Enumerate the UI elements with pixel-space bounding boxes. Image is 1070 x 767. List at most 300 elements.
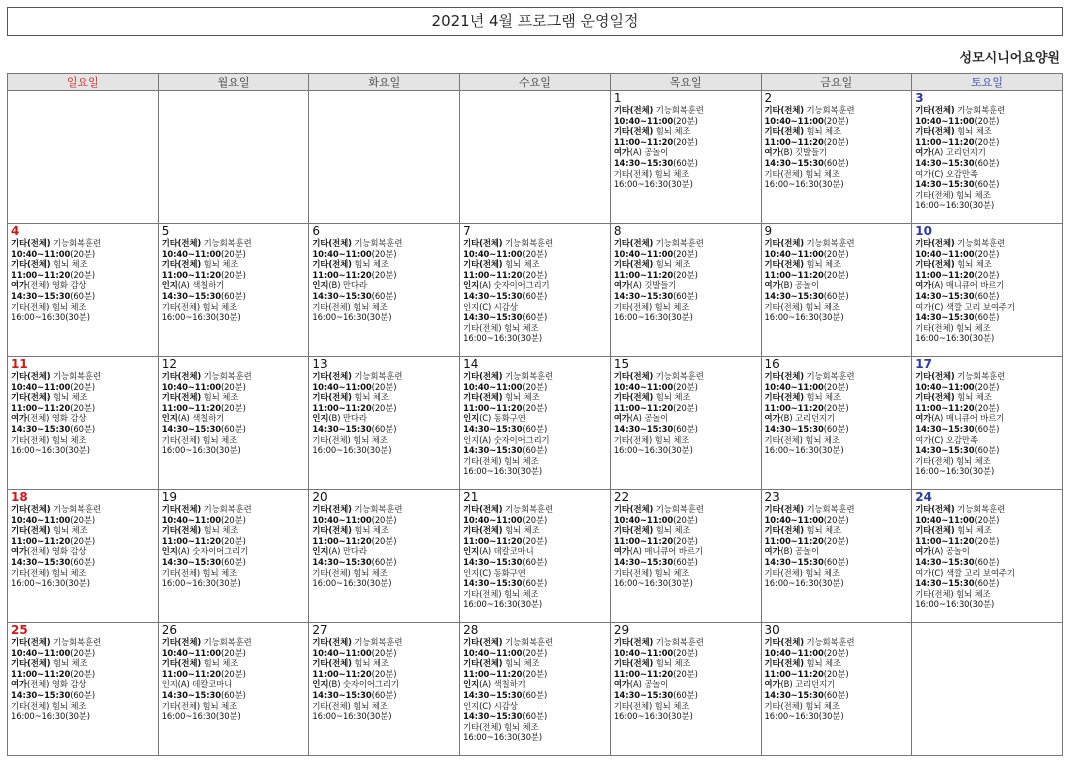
schedule-line-text: 16:00~16:30(30분) — [613, 578, 693, 589]
schedule-line — [11, 701, 156, 712]
schedule-line-text: 기타(전체) 힘뇌 체조 — [463, 455, 539, 466]
schedule-line-text: 기타(전체) 힘뇌 체조 — [11, 567, 87, 578]
schedule-line — [915, 249, 1060, 260]
schedule-line — [162, 435, 307, 446]
day-number: 21 — [463, 490, 479, 504]
schedule-line — [162, 413, 307, 424]
day-number: 28 — [463, 623, 479, 637]
schedule-line-strong: 여가 — [613, 679, 630, 690]
schedule-line-strong: 인지 — [161, 546, 178, 557]
schedule-line-text: (20분) — [974, 115, 1000, 126]
schedule-line-text: 기타(전체) 힘뇌 체조 — [915, 322, 991, 333]
schedule-line-strong: 10:40~11:00 — [915, 514, 975, 525]
schedule-line-strong: 기타(전체) — [161, 259, 202, 270]
schedule-line-text: 힘뇌 체조 — [351, 525, 389, 536]
schedule-line — [11, 302, 156, 313]
schedule-line-text: 기타(전체) 힘뇌 체조 — [764, 434, 840, 445]
schedule-line-strong: 10:40~11:00 — [764, 248, 824, 259]
schedule-line-text: 힘뇌 체조 — [201, 525, 239, 536]
schedule-line-text: 16:00~16:30(30분) — [11, 312, 90, 323]
schedule-line — [312, 525, 457, 536]
schedule-line-strong: 기타(전체) — [463, 259, 503, 270]
schedule-line-text: 인지(A) 숫자이어그리기 — [463, 434, 550, 445]
schedule-line — [11, 690, 156, 701]
schedule-line-strong: 기타(전체) — [764, 392, 804, 403]
weekday-header-row — [8, 74, 1063, 91]
calendar-week-row — [8, 623, 1063, 756]
schedule-line-strong: 10:40~11:00 — [915, 115, 975, 126]
schedule-line — [162, 648, 307, 659]
schedule-line — [614, 392, 759, 403]
schedule-line-text: (20분) — [823, 514, 849, 525]
schedule-line — [312, 302, 457, 313]
schedule-line — [463, 546, 608, 557]
day-cell — [158, 623, 309, 756]
schedule-line-text: (20분) — [522, 668, 548, 679]
schedule-line-strong: 14:30~15:30 — [764, 689, 824, 700]
schedule-line — [11, 371, 156, 382]
day-number: 6 — [312, 224, 321, 238]
schedule-line-text: 힘뇌 체조 — [201, 658, 239, 669]
schedule-line-strong: 기타(전체) — [463, 504, 503, 514]
schedule-line-text: (60분) — [673, 689, 698, 700]
day-number: 8 — [613, 224, 622, 238]
day-number: 27 — [312, 623, 328, 637]
schedule-line — [915, 200, 1060, 211]
schedule-line-strong: 여가 — [613, 147, 630, 158]
schedule-line-text: (60분) — [522, 711, 548, 722]
day-number: 13 — [312, 357, 328, 371]
schedule-line-text: 기타(전체) 힘뇌 체조 — [613, 700, 690, 711]
day-number: 29 — [613, 623, 630, 637]
schedule-line-text: 기타(전체) 힘뇌 체조 — [915, 588, 991, 599]
schedule-line-text: (20분) — [823, 535, 849, 546]
schedule-line-text: 힘뇌 체조 — [954, 259, 992, 270]
schedule-line — [915, 116, 1060, 127]
schedule-line-strong: 기타(전체) — [161, 525, 202, 536]
schedule-line-text: 16:00~16:30(30분) — [312, 312, 392, 323]
schedule-line-text: 16:00~16:30(30분) — [613, 179, 693, 190]
schedule-line-strong: 10:40~11:00 — [161, 381, 221, 392]
schedule-line-text: 16:00~16:30(30분) — [161, 312, 241, 323]
schedule-line — [312, 679, 457, 690]
schedule-line-strong: 기타(전체) — [11, 504, 51, 514]
schedule-line-strong: 인지 — [312, 679, 329, 690]
schedule-line — [915, 578, 1060, 589]
schedule-line-text: (20분) — [673, 269, 698, 280]
day-cell — [460, 490, 611, 623]
schedule-line — [765, 291, 910, 302]
schedule-line-strong: 11:00~11:20 — [764, 402, 824, 413]
schedule-line-strong: 14:30~15:30 — [764, 556, 824, 567]
schedule-line-text: (20분) — [673, 514, 698, 525]
day-cell — [158, 224, 309, 357]
calendar-week-row — [8, 490, 1063, 623]
day-number: 2 — [764, 91, 773, 105]
schedule-line — [463, 323, 608, 334]
schedule-line — [915, 371, 1060, 382]
schedule-line-text: (60분) — [673, 556, 698, 567]
schedule-line-text: 기타(전체) 힘뇌 체조 — [11, 301, 87, 312]
schedule-line — [463, 690, 608, 701]
schedule-line-text: 여가(C) 색깔 고리 보여주기 — [915, 567, 1015, 578]
schedule-line-text: (20분) — [220, 248, 246, 259]
schedule-line-strong: 10:40~11:00 — [613, 248, 674, 259]
schedule-line-strong: 기타(전체) — [613, 658, 654, 669]
schedule-line-text: (60분) — [70, 423, 96, 434]
schedule-line-text: 힘뇌 체조 — [502, 392, 540, 403]
schedule-line-text: 16:00~16:30(30분) — [11, 711, 90, 722]
schedule-line-text: 기타(전체) 힘뇌 체조 — [463, 588, 539, 599]
schedule-line — [312, 445, 457, 456]
schedule-line-strong: 14:30~15:30 — [11, 556, 71, 567]
schedule-line — [765, 568, 910, 579]
schedule-line — [11, 445, 156, 456]
schedule-line-text: 기타(전체) 힘뇌 체조 — [312, 567, 388, 578]
schedule-line — [765, 546, 910, 557]
schedule-line — [312, 312, 457, 323]
day-cell — [761, 224, 912, 357]
schedule-line-strong: 14:30~15:30 — [764, 290, 824, 301]
schedule-line-text: (20분) — [70, 668, 96, 679]
schedule-line — [614, 637, 759, 648]
schedule-line — [11, 270, 156, 281]
schedule-line-strong: 10:40~11:00 — [463, 248, 523, 259]
schedule-line — [765, 648, 910, 659]
schedule-line-text: 기능회복훈련 — [653, 637, 704, 647]
schedule-line — [614, 515, 759, 526]
schedule-line — [765, 669, 910, 680]
schedule-line — [463, 403, 608, 414]
schedule-line — [614, 658, 759, 669]
schedule-line — [765, 504, 910, 515]
schedule-line-text: 기능회복훈련 — [502, 504, 554, 514]
schedule-line-text: (20분) — [673, 668, 698, 679]
schedule-line-strong: 기타(전체) — [613, 371, 654, 381]
empty-day-cell — [8, 91, 159, 224]
schedule-line-strong: 10:40~11:00 — [312, 647, 372, 658]
schedule-line — [162, 504, 307, 515]
schedule-line-text: (60분) — [522, 312, 548, 323]
schedule-line — [765, 259, 910, 270]
day-cell — [8, 224, 159, 357]
schedule-line-text: 힘뇌 체조 — [954, 126, 992, 137]
schedule-line-strong: 기타(전체) — [312, 504, 352, 514]
schedule-line-text: (A) 색칠하기 — [177, 280, 225, 291]
schedule-line-strong: 14:30~15:30 — [463, 711, 523, 722]
schedule-line — [463, 599, 608, 610]
schedule-line-text: 기타(전체) 힘뇌 체조 — [764, 700, 840, 711]
schedule-line — [463, 413, 608, 424]
schedule-line-text: (B) 숫자이어그리기 — [328, 679, 399, 690]
schedule-line — [312, 546, 457, 557]
schedule-line — [915, 515, 1060, 526]
schedule-line-text: (20분) — [673, 647, 698, 658]
schedule-line-strong: 기타(전체) — [11, 658, 51, 669]
schedule-line-strong: 10:40~11:00 — [764, 647, 824, 658]
schedule-line-strong: 14:30~15:30 — [915, 312, 975, 323]
schedule-line-text: (20분) — [371, 514, 397, 525]
schedule-line — [463, 515, 608, 526]
schedule-line-text: 힘뇌 체조 — [50, 392, 88, 403]
schedule-line-text: 기능회복훈련 — [803, 371, 855, 381]
day-cell — [912, 91, 1063, 224]
schedule-line-strong: 11:00~11:20 — [11, 535, 71, 546]
weekday-header: 월요일 — [158, 74, 309, 91]
schedule-line-strong: 14:30~15:30 — [312, 290, 372, 301]
schedule-line-text: 기타(전체) 힘뇌 체조 — [463, 721, 539, 732]
schedule-line-text: 16:00~16:30(30분) — [463, 466, 543, 477]
schedule-line — [915, 259, 1060, 270]
schedule-line — [312, 637, 457, 648]
schedule-line-text: 기타(전체) 힘뇌 체조 — [613, 168, 690, 179]
schedule-line — [463, 280, 608, 291]
schedule-line-strong: 기타(전체) — [764, 525, 804, 536]
schedule-line — [915, 270, 1060, 281]
schedule-line-strong: 기타(전체) — [764, 658, 804, 669]
day-cell — [761, 91, 912, 224]
schedule-line-text: 16:00~16:30(30분) — [613, 312, 693, 323]
schedule-line — [614, 445, 759, 456]
schedule-line — [162, 578, 307, 589]
schedule-line-text: (B) 공놀이 — [780, 280, 820, 291]
schedule-line-text: (20분) — [823, 115, 849, 126]
schedule-line — [614, 116, 759, 127]
schedule-line — [463, 424, 608, 435]
schedule-line-text: (60분) — [974, 312, 1000, 323]
schedule-line-text: (20분) — [220, 269, 246, 280]
schedule-line — [11, 679, 156, 690]
schedule-line — [614, 669, 759, 680]
schedule-line — [463, 504, 608, 515]
schedule-line-text: 기능회복훈련 — [50, 371, 101, 381]
schedule-line-strong: 11:00~11:20 — [764, 269, 824, 280]
schedule-line — [614, 259, 759, 270]
schedule-line-strong: 기타(전체) — [312, 525, 352, 536]
schedule-line-text: (20분) — [220, 381, 246, 392]
schedule-line — [765, 280, 910, 291]
schedule-line-strong: 11:00~11:20 — [161, 402, 221, 413]
schedule-line — [765, 711, 910, 722]
schedule-line — [614, 280, 759, 291]
schedule-line — [11, 424, 156, 435]
schedule-line-text: 16:00~16:30(30분) — [463, 333, 543, 344]
schedule-line — [915, 392, 1060, 403]
schedule-line — [312, 536, 457, 547]
schedule-line — [614, 312, 759, 323]
schedule-line — [463, 270, 608, 281]
schedule-line-strong: 여가 — [613, 280, 630, 291]
schedule-line — [162, 546, 307, 557]
schedule-line — [463, 679, 608, 690]
schedule-line-strong: 기타(전체) — [764, 504, 804, 514]
schedule-line-text: 힘뇌 체조 — [653, 126, 691, 137]
schedule-line-strong: 기타(전체) — [11, 392, 51, 403]
schedule-line-strong: 기타(전체) — [463, 525, 503, 536]
schedule-line-strong: 11:00~11:20 — [764, 535, 824, 546]
schedule-line — [915, 557, 1060, 568]
schedule-line-strong: 14:30~15:30 — [915, 445, 975, 456]
schedule-line — [765, 302, 910, 313]
schedule-line — [312, 291, 457, 302]
schedule-line-text: (전체) 영화 감상 — [26, 280, 87, 291]
schedule-line-strong: 기타(전체) — [915, 392, 955, 403]
schedule-line-strong: 기타(전체) — [312, 371, 352, 381]
schedule-line-strong: 10:40~11:00 — [915, 381, 975, 392]
schedule-line-text: (A) 색칠하기 — [177, 413, 225, 424]
schedule-line — [162, 568, 307, 579]
schedule-line-strong: 기타(전체) — [161, 504, 202, 514]
schedule-line-text: (20분) — [371, 402, 397, 413]
schedule-line-strong: 기타(전체) — [764, 637, 804, 647]
schedule-line-strong: 여가 — [915, 546, 932, 557]
schedule-line — [915, 546, 1060, 557]
schedule-line — [614, 648, 759, 659]
schedule-line — [915, 413, 1060, 424]
schedule-line-strong: 14:30~15:30 — [161, 290, 221, 301]
schedule-line — [162, 525, 307, 536]
schedule-line-text: 힘뇌 체조 — [803, 525, 842, 536]
schedule-line — [614, 711, 759, 722]
schedule-line-strong: 14:30~15:30 — [463, 312, 523, 323]
schedule-line-text: (60분) — [522, 689, 548, 700]
schedule-line — [11, 403, 156, 414]
schedule-line-text: (60분) — [220, 290, 246, 301]
schedule-line-text: 기능회복훈련 — [50, 504, 101, 514]
schedule-line-strong: 14:30~15:30 — [613, 290, 674, 301]
schedule-line-strong: 기타(전체) — [915, 259, 955, 270]
schedule-line — [915, 333, 1060, 344]
schedule-line — [162, 669, 307, 680]
schedule-line-text: 16:00~16:30(30분) — [463, 599, 543, 610]
schedule-line — [614, 568, 759, 579]
schedule-line-strong: 여가 — [11, 546, 27, 557]
day-number: 20 — [312, 490, 328, 504]
schedule-line-strong: 10:40~11:00 — [463, 381, 523, 392]
calendar-table — [7, 73, 1063, 756]
schedule-line-text: (20분) — [673, 402, 698, 413]
schedule-line-text: (20분) — [522, 514, 548, 525]
schedule-line-strong: 인지 — [463, 546, 480, 557]
schedule-line — [765, 137, 910, 148]
schedule-line-text: 16:00~16:30(30분) — [312, 445, 392, 456]
schedule-line-text: (60분) — [823, 556, 849, 567]
empty-day-cell — [912, 623, 1063, 756]
schedule-line-text: 힘뇌 체조 — [502, 658, 540, 669]
schedule-line-text: (20분) — [974, 402, 1000, 413]
schedule-line-strong: 14:30~15:30 — [463, 556, 523, 567]
schedule-line-strong: 여가 — [764, 147, 781, 158]
schedule-line-strong: 14:30~15:30 — [312, 556, 372, 567]
schedule-line-strong: 여가 — [613, 413, 630, 424]
schedule-line — [614, 413, 759, 424]
schedule-line-text: (20분) — [974, 248, 1000, 259]
schedule-line — [765, 238, 910, 249]
schedule-line — [915, 137, 1060, 148]
schedule-line-text: (A) 색칠하기 — [479, 679, 526, 690]
day-number: 22 — [613, 490, 630, 504]
schedule-line-text: (20분) — [371, 647, 397, 658]
day-number: 3 — [915, 91, 924, 105]
schedule-line — [463, 536, 608, 547]
schedule-line — [765, 435, 910, 446]
schedule-line-strong: 기타(전체) — [11, 637, 51, 647]
schedule-line-text: 기타(전체) 힘뇌 체조 — [764, 567, 840, 578]
schedule-line — [312, 578, 457, 589]
schedule-line-text: (60분) — [371, 689, 397, 700]
schedule-line-strong: 14:30~15:30 — [764, 423, 824, 434]
schedule-line-strong: 10:40~11:00 — [613, 514, 674, 525]
schedule-line — [162, 679, 307, 690]
schedule-line — [162, 371, 307, 382]
schedule-line — [765, 557, 910, 568]
schedule-line-text: (20분) — [220, 647, 246, 658]
empty-day-cell — [309, 91, 460, 224]
schedule-line-strong: 기타(전체) — [764, 105, 804, 115]
schedule-line-text: 기능회복훈련 — [351, 238, 403, 248]
schedule-line-strong: 14:30~15:30 — [764, 157, 824, 168]
day-number: 30 — [764, 623, 780, 637]
schedule-line-strong: 인지 — [463, 280, 480, 291]
schedule-line-strong: 인지 — [161, 413, 178, 424]
schedule-line-text: 기능회복훈련 — [351, 637, 403, 647]
schedule-line-text: 기능회복훈련 — [653, 504, 704, 514]
schedule-line-strong: 11:00~11:20 — [161, 269, 221, 280]
day-number: 1 — [613, 91, 622, 105]
schedule-line-strong: 11:00~11:20 — [613, 535, 674, 546]
schedule-line-text: (20분) — [823, 136, 849, 147]
schedule-line-text: (60분) — [220, 689, 246, 700]
day-cell — [309, 623, 460, 756]
schedule-line — [915, 190, 1060, 201]
schedule-line — [463, 525, 608, 536]
schedule-line — [915, 525, 1060, 536]
schedule-line — [765, 515, 910, 526]
schedule-line — [162, 259, 307, 270]
schedule-line-text: 인지(C) 시감상 — [463, 301, 518, 312]
schedule-line — [312, 403, 457, 414]
schedule-line — [614, 371, 759, 382]
schedule-line-strong: 기타(전체) — [915, 105, 955, 115]
schedule-line-text: 16:00~16:30(30분) — [915, 599, 995, 610]
schedule-line-strong: 기타(전체) — [463, 637, 503, 647]
schedule-line-text: 16:00~16:30(30분) — [764, 179, 844, 190]
schedule-line — [162, 238, 307, 249]
schedule-line-strong: 10:40~11:00 — [161, 248, 221, 259]
schedule-line — [11, 280, 156, 291]
schedule-line-text: 16:00~16:30(30분) — [11, 578, 90, 589]
schedule-line-text: (20분) — [522, 647, 548, 658]
schedule-line-text: 16:00~16:30(30분) — [764, 578, 844, 589]
schedule-line-strong: 14:30~15:30 — [613, 157, 674, 168]
schedule-line — [463, 466, 608, 477]
schedule-line-strong: 10:40~11:00 — [11, 647, 71, 658]
schedule-line-text: (20분) — [823, 402, 849, 413]
schedule-line — [463, 557, 608, 568]
schedule-line-strong: 14:30~15:30 — [463, 290, 523, 301]
schedule-line-text: (20분) — [673, 248, 698, 259]
schedule-line-text: (B) 만다라 — [328, 413, 367, 424]
schedule-line-text: 기능회복훈련 — [201, 238, 252, 248]
day-cell — [8, 490, 159, 623]
schedule-line-strong: 여가 — [11, 413, 27, 424]
schedule-line-strong: 11:00~11:20 — [11, 668, 71, 679]
schedule-line — [312, 249, 457, 260]
schedule-line-text: (20분) — [823, 269, 849, 280]
day-cell — [8, 357, 159, 490]
schedule-line — [162, 291, 307, 302]
schedule-line — [463, 637, 608, 648]
